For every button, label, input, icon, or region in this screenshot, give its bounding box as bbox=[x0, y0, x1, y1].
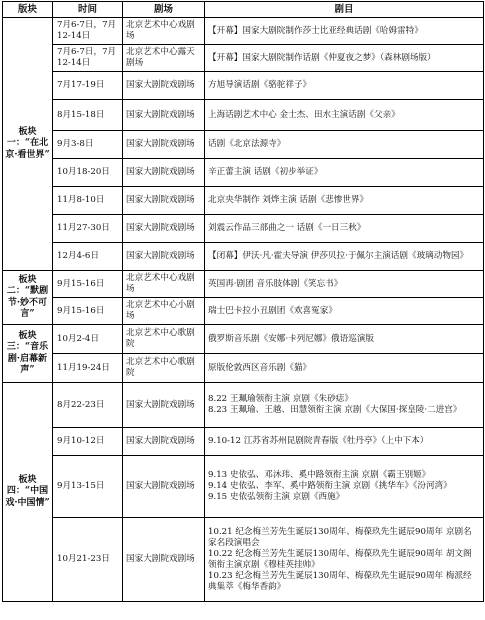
header-date: 时间 bbox=[53, 2, 123, 18]
program-line: 9.13 史依弘、邓沐玮、奚中路领衔主演 京剧《霸王别姬》 bbox=[208, 470, 431, 480]
section-label: 板块三：“音乐剧·启幕新声” bbox=[3, 325, 53, 383]
venue-cell: 国家大剧院戏剧场 bbox=[123, 100, 205, 131]
table-row bbox=[3, 100, 484, 131]
program-line: 9.14 史依弘、李军、奚中路领衔主演 京剧《挑华车》《汾河湾》 bbox=[208, 481, 452, 491]
program-cell: 上海话剧艺术中心 金士杰、田水主演话剧《父亲》 bbox=[205, 100, 484, 131]
program-cell: 瑞士巴卡拉小丑剧团《欢喜冤家》 bbox=[205, 298, 484, 325]
program-cell: 原版伦敦西区音乐剧《猫》 bbox=[205, 354, 484, 383]
section-label: 板块四：“中国戏·中国情” bbox=[3, 383, 53, 602]
date-cell: 10月2-4日 bbox=[53, 325, 123, 354]
venue-cell: 北京艺术中心露天剧场 bbox=[123, 45, 205, 72]
program-line: 8.22 王珮瑜领衔主演 京剧《朱砂痣》 bbox=[208, 394, 353, 404]
date-cell: 10月21-23日 bbox=[53, 518, 123, 602]
program-cell: 【开幕】国家大剧院制作莎士比亚经典话剧《哈姆雷特》 bbox=[205, 18, 484, 45]
table-row bbox=[3, 456, 484, 518]
header-row bbox=[3, 2, 484, 18]
program-cell: 【开幕】国家大剧院制作话剧《仲夏夜之梦》（森林剧场版） bbox=[205, 45, 484, 72]
venue-cell: 国家大剧院戏剧场 bbox=[123, 215, 205, 243]
table-row bbox=[3, 354, 484, 383]
venue-cell: 国家大剧院戏剧场 bbox=[123, 159, 205, 187]
program-line: 10.23 纪念梅兰芳先生诞辰130周年、梅葆玖先生诞辰90周年 梅派经典集萃《梅华香韵》 bbox=[208, 570, 472, 592]
program-cell: 话剧《北京法源寺》 bbox=[205, 131, 484, 159]
date-cell: 9月13-15日 bbox=[53, 456, 123, 518]
header-venue: 剧场 bbox=[123, 2, 205, 18]
venue-cell: 国家大剧院戏剧场 bbox=[123, 518, 205, 602]
date-cell: 7月17-19日 bbox=[53, 72, 123, 100]
program-cell: 北京央华制作 刘烨主演 话剧《悲惨世界》 bbox=[205, 187, 484, 215]
table-row bbox=[3, 215, 484, 243]
schedule-sheet bbox=[2, 1, 483, 602]
table-row bbox=[3, 243, 484, 271]
program-line: 10.21 纪念梅兰芳先生诞辰130周年、梅葆玖先生诞辰90周年 京剧名家名段演唱会 bbox=[208, 526, 472, 548]
venue-cell: 国家大剧院戏剧场 bbox=[123, 428, 205, 456]
date-cell: 11月8-10日 bbox=[53, 187, 123, 215]
program-cell: 辛正蕾主演 话剧《初步举证》 bbox=[205, 159, 484, 187]
program-line: 9.10-12 江苏省苏州昆剧院青春版《牡丹亭》（上中下本） bbox=[208, 436, 429, 446]
program-cell bbox=[205, 518, 484, 602]
program-cell: 刘震云作品三部曲之一 话剧《一日三秋》 bbox=[205, 215, 484, 243]
table-row bbox=[3, 298, 484, 325]
venue-cell: 北京艺术中心戏剧场 bbox=[123, 271, 205, 298]
table-row bbox=[3, 131, 484, 159]
program-cell bbox=[205, 383, 484, 428]
header-program: 剧目 bbox=[205, 2, 484, 18]
program-line: 8.23 王珮瑜、王越、田慧领衔主演 京剧《大保国·探皇陵·二进宫》 bbox=[208, 405, 462, 415]
date-cell: 9月15-16日 bbox=[53, 271, 123, 298]
venue-cell: 北京艺术中心戏剧场 bbox=[123, 18, 205, 45]
venue-cell: 国家大剧院戏剧场 bbox=[123, 243, 205, 271]
program-cell: 英国再·剧团 音乐肢体剧《笑忘书》 bbox=[205, 271, 484, 298]
table-row bbox=[3, 159, 484, 187]
venue-cell: 北京艺术中心歌剧院 bbox=[123, 325, 205, 354]
date-cell: 8月15-18日 bbox=[53, 100, 123, 131]
table-row bbox=[3, 45, 484, 72]
date-cell: 8月22-23日 bbox=[53, 383, 123, 428]
venue-cell: 国家大剧院戏剧场 bbox=[123, 456, 205, 518]
program-cell: 【闭幕】伊沃·凡·霍夫导演 伊莎贝拉·于佩尔主演话剧《玻璃动物园》 bbox=[205, 243, 484, 271]
program-line: 9.15 史依弘领衔主演 京剧《西施》 bbox=[208, 492, 345, 502]
venue-cell: 北京艺术中心歌剧院 bbox=[123, 354, 205, 383]
program-cell: 俄罗斯音乐剧《安娜·卡列尼娜》俄语巡演版 bbox=[205, 325, 484, 354]
section-label: 板块一：“在北京·看世界” bbox=[3, 18, 53, 271]
date-cell: 11月19-24日 bbox=[53, 354, 123, 383]
program-cell bbox=[205, 428, 484, 456]
table-row bbox=[3, 18, 484, 45]
venue-cell: 国家大剧院戏剧场 bbox=[123, 131, 205, 159]
program-line: 10.22 纪念梅兰芳先生诞辰130周年、梅葆玖先生诞辰90周年 胡文阁领衔主演京剧《穆桂英挂帅》 bbox=[208, 548, 472, 570]
date-cell: 11月27-30日 bbox=[53, 215, 123, 243]
table-row bbox=[3, 428, 484, 456]
venue-cell: 北京艺术中心小剧场 bbox=[123, 298, 205, 325]
table-row bbox=[3, 383, 484, 428]
section-label: 板块二：“默剧节·妙不可言” bbox=[3, 271, 53, 325]
date-cell: 7月6-7日，7月12-14日 bbox=[53, 18, 123, 45]
date-cell: 9月3-8日 bbox=[53, 131, 123, 159]
schedule-table bbox=[2, 1, 484, 602]
date-cell: 12月4-6日 bbox=[53, 243, 123, 271]
date-cell: 7月6-7日，7月12-14日 bbox=[53, 45, 123, 72]
date-cell: 9月15-16日 bbox=[53, 298, 123, 325]
venue-cell: 国家大剧院戏剧场 bbox=[123, 187, 205, 215]
table-row bbox=[3, 187, 484, 215]
header-section: 版块 bbox=[3, 2, 53, 18]
table-row bbox=[3, 325, 484, 354]
date-cell: 10月18-20日 bbox=[53, 159, 123, 187]
program-cell: 方旭导演话剧《骆驼祥子》 bbox=[205, 72, 484, 100]
venue-cell: 国家大剧院戏剧场 bbox=[123, 72, 205, 100]
table-row bbox=[3, 271, 484, 298]
date-cell: 9月10-12日 bbox=[53, 428, 123, 456]
table-row bbox=[3, 72, 484, 100]
venue-cell: 国家大剧院戏剧场 bbox=[123, 383, 205, 428]
program-cell bbox=[205, 456, 484, 518]
table-row bbox=[3, 518, 484, 602]
